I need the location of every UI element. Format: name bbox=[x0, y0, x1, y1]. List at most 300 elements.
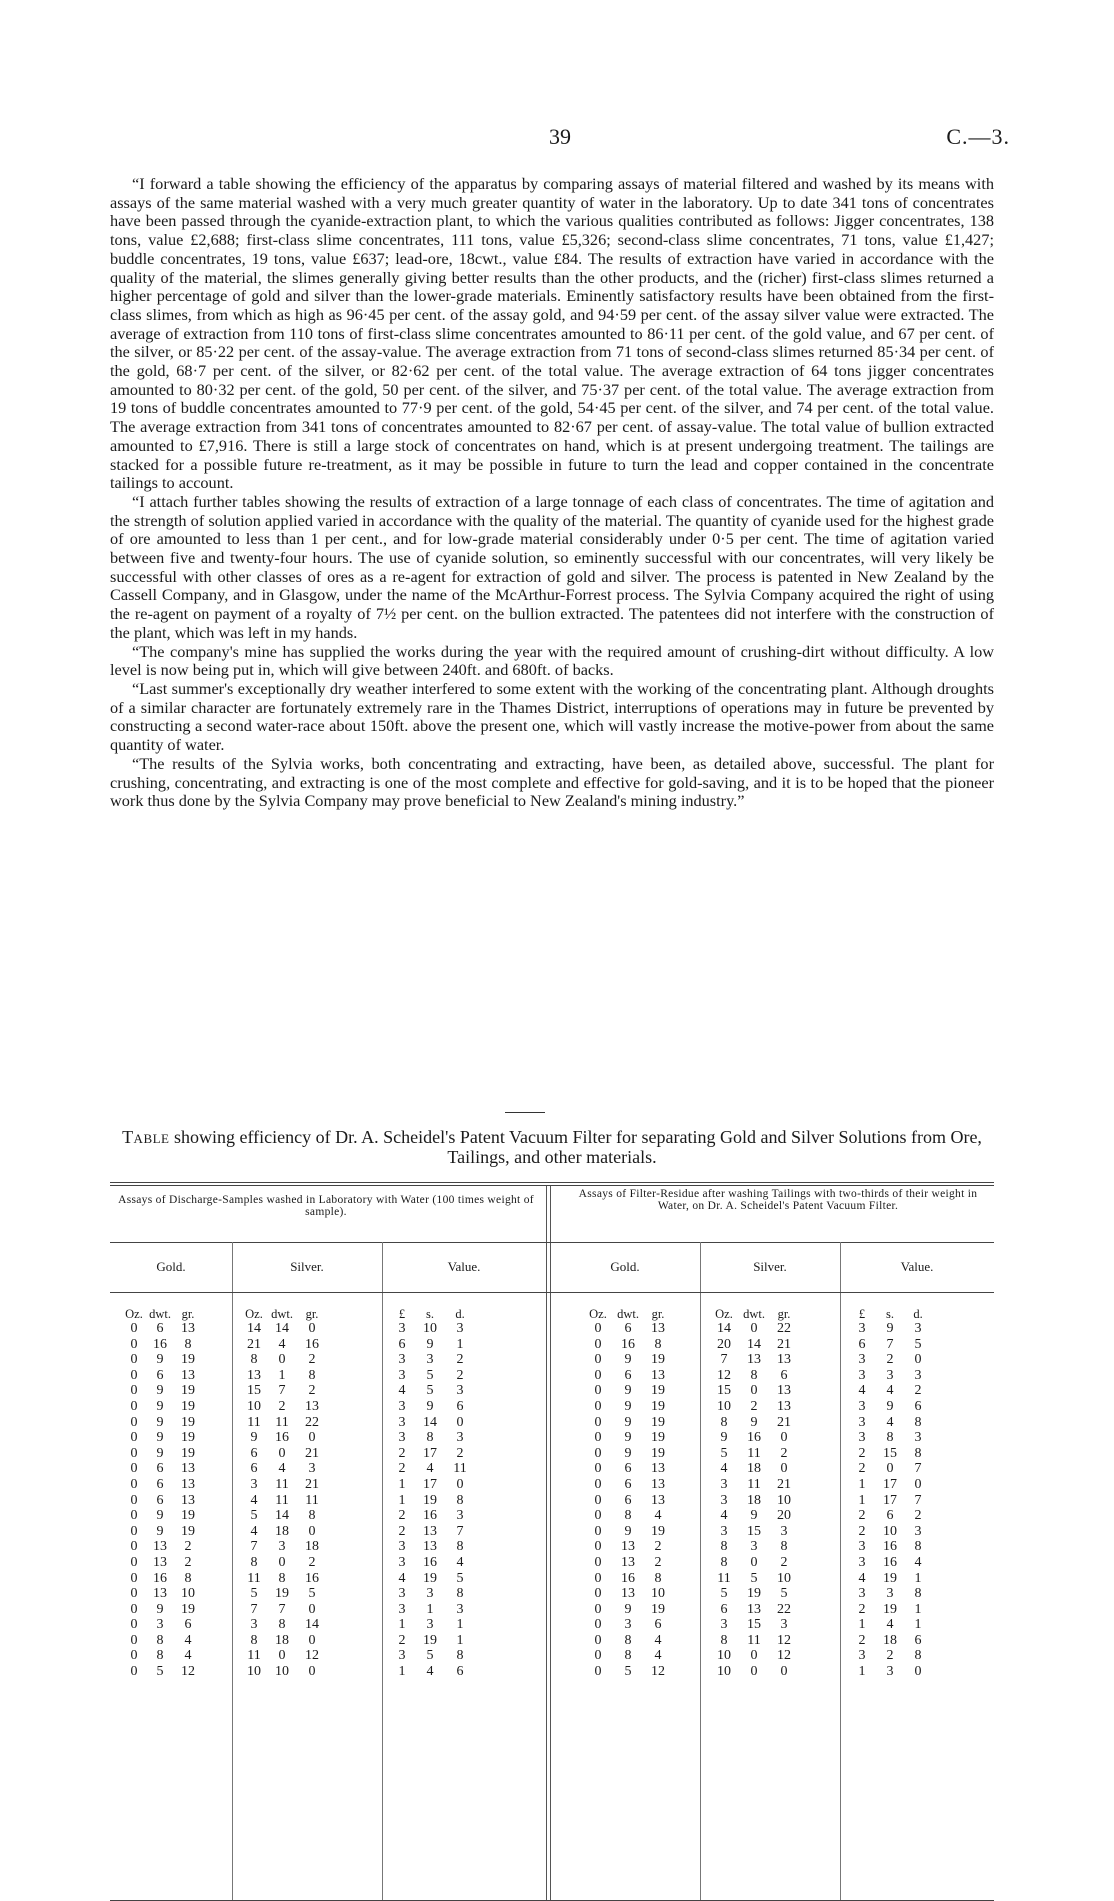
table-cell: 7 bbox=[278, 1383, 286, 1399]
table-cell: 2 bbox=[456, 1445, 464, 1461]
table-cell: 19 bbox=[181, 1601, 195, 1617]
table-cell: 19 bbox=[651, 1601, 665, 1617]
paragraph: “The company's mine has supplied the works during the year with the required amount of crushing-dirt without difficulty. A low level is now being put in, which will give between 240ft. and 680ft. of backs. bbox=[110, 641, 994, 680]
table-cell: 16 bbox=[423, 1554, 437, 1570]
table-cell: 11 bbox=[247, 1570, 261, 1586]
left-value-header: Value. bbox=[447, 1259, 481, 1274]
table-cell: 2 bbox=[780, 1445, 788, 1461]
table-cell: 11 bbox=[247, 1648, 261, 1664]
table-row bbox=[110, 1477, 994, 1493]
table-cell: 2 bbox=[858, 1508, 866, 1524]
table-cell: 3 bbox=[914, 1321, 922, 1336]
table-cell: 6 bbox=[156, 1492, 164, 1508]
unit-label: gr. bbox=[305, 1307, 319, 1321]
table-cell: 16 bbox=[883, 1554, 897, 1570]
table-cell: 3 bbox=[156, 1617, 164, 1633]
table-cell: 7 bbox=[914, 1461, 922, 1477]
table-cell: 14 bbox=[717, 1321, 731, 1336]
table-cell: 19 bbox=[181, 1414, 195, 1430]
table-cell: 13 bbox=[651, 1321, 665, 1336]
table-cell: 6 bbox=[654, 1617, 662, 1633]
table-cell: 0 bbox=[750, 1664, 758, 1680]
table-cell: 8 bbox=[308, 1367, 316, 1383]
table-cell: 8 bbox=[624, 1632, 632, 1648]
table-cell: 3 bbox=[398, 1554, 406, 1570]
table-row bbox=[110, 1524, 994, 1540]
table-cell: 9 bbox=[156, 1508, 164, 1524]
table-cell: 0 bbox=[308, 1632, 316, 1648]
table-cell: 11 bbox=[747, 1445, 761, 1461]
table-cell: 0 bbox=[130, 1352, 138, 1368]
table-cell: 6 bbox=[624, 1367, 632, 1383]
table-cell: 0 bbox=[130, 1632, 138, 1648]
table-cell: 0 bbox=[130, 1430, 138, 1446]
table-cell: 3 bbox=[780, 1617, 788, 1633]
table-row bbox=[110, 1446, 994, 1462]
table-cell: 16 bbox=[305, 1570, 319, 1586]
table-cell: 4 bbox=[720, 1508, 728, 1524]
table-cell: 3 bbox=[858, 1430, 866, 1446]
table-cell: 0 bbox=[914, 1352, 922, 1368]
table-cell: 0 bbox=[308, 1523, 316, 1539]
table-cell: 21 bbox=[777, 1414, 791, 1430]
right-value-header: Value. bbox=[900, 1259, 934, 1274]
right-half-heading: Assays of Filter-Residue after washing Tailings with two-thirds of their weight in Water, on Dr. A. Scheidel's Patent Vacuum Filter. bbox=[578, 1188, 978, 1212]
table-cell: 0 bbox=[594, 1508, 602, 1524]
table-cell: 0 bbox=[130, 1586, 138, 1602]
table-cell: 8 bbox=[720, 1632, 728, 1648]
table-cell: 3 bbox=[858, 1586, 866, 1602]
table-cell: 10 bbox=[651, 1586, 665, 1602]
table-cell: 3 bbox=[720, 1617, 728, 1633]
table-cell: 0 bbox=[594, 1664, 602, 1680]
table-cell: 1 bbox=[858, 1476, 866, 1492]
table-cell: 9 bbox=[156, 1398, 164, 1414]
table-cell: 7 bbox=[250, 1539, 258, 1555]
table-cell: 19 bbox=[651, 1398, 665, 1414]
table-cell: 18 bbox=[747, 1461, 761, 1477]
table-cell: 0 bbox=[278, 1352, 286, 1368]
table-cell: 3 bbox=[398, 1539, 406, 1555]
table-cell: 13 bbox=[153, 1539, 167, 1555]
table-cell: 9 bbox=[624, 1430, 632, 1446]
table-cell: 0 bbox=[130, 1492, 138, 1508]
table-cell: 18 bbox=[275, 1632, 289, 1648]
unit-label: gr. bbox=[181, 1307, 195, 1321]
table-cell: 7 bbox=[456, 1523, 464, 1539]
table-cell: 5 bbox=[250, 1508, 258, 1524]
table-cell: 15 bbox=[747, 1617, 761, 1633]
table-cell: 19 bbox=[181, 1508, 195, 1524]
table-cell: 10 bbox=[717, 1664, 731, 1680]
table-row bbox=[110, 1461, 994, 1477]
table-cell: 1 bbox=[858, 1492, 866, 1508]
table-cell: 8 bbox=[914, 1648, 922, 1664]
table-cell: 19 bbox=[275, 1586, 289, 1602]
table-cell: 8 bbox=[780, 1539, 788, 1555]
table-cell: 3 bbox=[398, 1648, 406, 1664]
table-cell: 13 bbox=[621, 1554, 635, 1570]
unit-label: dwt. bbox=[743, 1307, 765, 1321]
table-cell: 13 bbox=[305, 1398, 319, 1414]
table-cell: 8 bbox=[624, 1508, 632, 1524]
table-cell: 16 bbox=[621, 1336, 635, 1352]
table-cell: 6 bbox=[184, 1617, 192, 1633]
table-cell: 3 bbox=[456, 1508, 464, 1524]
table-cell: 6 bbox=[156, 1476, 164, 1492]
table-cell: 19 bbox=[651, 1430, 665, 1446]
table-row bbox=[110, 1508, 994, 1524]
table-cell: 3 bbox=[886, 1586, 894, 1602]
table-cell: 4 bbox=[398, 1383, 406, 1399]
table-cell: 12 bbox=[777, 1632, 791, 1648]
table-cell: 3 bbox=[426, 1617, 434, 1633]
table-cell: 6 bbox=[624, 1321, 632, 1336]
table-cell: 0 bbox=[130, 1336, 138, 1352]
table-cell: 3 bbox=[858, 1367, 866, 1383]
table-cell: 0 bbox=[130, 1367, 138, 1383]
table-cell: 14 bbox=[275, 1321, 289, 1336]
table-cell: 2 bbox=[184, 1554, 192, 1570]
table-cell: 0 bbox=[130, 1648, 138, 1664]
page-number: 39 bbox=[549, 124, 571, 149]
table-cell: 4 bbox=[426, 1461, 434, 1477]
table-cell: 0 bbox=[278, 1554, 286, 1570]
table-cell: 8 bbox=[456, 1648, 464, 1664]
table-cell: 7 bbox=[886, 1336, 894, 1352]
table-cell: 5 bbox=[720, 1445, 728, 1461]
table-cell: 0 bbox=[780, 1461, 788, 1477]
table-cell: 0 bbox=[914, 1476, 922, 1492]
table-cell: 0 bbox=[130, 1601, 138, 1617]
table-cell: 7 bbox=[914, 1492, 922, 1508]
table-cell: 0 bbox=[594, 1570, 602, 1586]
table-cell: 20 bbox=[777, 1508, 791, 1524]
table-cell: 1 bbox=[858, 1617, 866, 1633]
table-cell: 12 bbox=[777, 1648, 791, 1664]
table-cell: 12 bbox=[181, 1664, 195, 1680]
table-cell: 1 bbox=[398, 1492, 406, 1508]
table-row bbox=[110, 1368, 994, 1384]
unit-label: £ bbox=[858, 1307, 866, 1321]
table-cell: 0 bbox=[278, 1648, 286, 1664]
table-cell: 6 bbox=[914, 1632, 922, 1648]
table-cell: 0 bbox=[308, 1321, 316, 1336]
table-cell: 19 bbox=[181, 1383, 195, 1399]
table-cell: 0 bbox=[308, 1430, 316, 1446]
table-cell: 8 bbox=[914, 1414, 922, 1430]
table-cell: 0 bbox=[130, 1476, 138, 1492]
section-divider bbox=[505, 1112, 545, 1113]
table-cell: 3 bbox=[398, 1352, 406, 1368]
table-cell: 9 bbox=[624, 1352, 632, 1368]
table-cell: 8 bbox=[720, 1414, 728, 1430]
table-cell: 0 bbox=[130, 1383, 138, 1399]
table-cell: 10 bbox=[247, 1664, 261, 1680]
table-cell: 0 bbox=[456, 1476, 464, 1492]
table-cell: 3 bbox=[456, 1383, 464, 1399]
table-cell: 5 bbox=[426, 1648, 434, 1664]
table-cell: 20 bbox=[717, 1336, 731, 1352]
table-row bbox=[110, 1321, 994, 1337]
table-cell: 19 bbox=[181, 1445, 195, 1461]
table-cell: 8 bbox=[250, 1632, 258, 1648]
table-cell: 2 bbox=[278, 1398, 286, 1414]
table-cell: 6 bbox=[398, 1336, 406, 1352]
table-cell: 0 bbox=[886, 1461, 894, 1477]
table-cell: 1 bbox=[398, 1476, 406, 1492]
table-cell: 0 bbox=[594, 1523, 602, 1539]
table-cell: 4 bbox=[250, 1523, 258, 1539]
table-cell: 3 bbox=[914, 1523, 922, 1539]
unit-label: dwt. bbox=[271, 1307, 293, 1321]
table-cell: 19 bbox=[651, 1414, 665, 1430]
table-cell: 8 bbox=[456, 1492, 464, 1508]
left-gold-header: Gold. bbox=[156, 1259, 186, 1274]
table-cell: 0 bbox=[594, 1632, 602, 1648]
unit-label: Oz. bbox=[245, 1307, 263, 1321]
table-cell: 1 bbox=[398, 1617, 406, 1633]
table-cell: 5 bbox=[720, 1586, 728, 1602]
table-cell: 8 bbox=[184, 1336, 192, 1352]
table-cell: 4 bbox=[184, 1648, 192, 1664]
table-cell: 0 bbox=[594, 1539, 602, 1555]
table-cell: 11 bbox=[747, 1632, 761, 1648]
table-cell: 18 bbox=[305, 1539, 319, 1555]
table-cell: 1 bbox=[914, 1617, 922, 1633]
table-cell: 12 bbox=[717, 1367, 731, 1383]
table-cell: 9 bbox=[156, 1601, 164, 1617]
table-cell: 19 bbox=[181, 1430, 195, 1446]
paragraph: “I attach further tables showing the results of extraction of a large tonnage of each class of concentrates. The time of agitation and the strength of solution applied varied in accordance with the quality of the material. The quantity of cyanide used for the highest grade of ore amounted to less than 1 per cent., and for low-grade material considerably under 0·5 per cent. The time of agitation varied between five and twenty-four hours. The use of cyanide solution, so eminently successful with our concentrates, will very likely be successful with other classes of ores as a re-agent for extraction of gold and silver. The process is patented in New Zealand by the Cassell Company, and in Glasgow, under the name of the McArthur-Forrest process. The Sylvia Company acquired the right of using the re-agent on payment of a royalty of 7½ per cent. on the bullion extracted. The patentees did not interfere with the construction of the plant, which was left in my hands. bbox=[110, 491, 994, 642]
table-cell: 6 bbox=[914, 1398, 922, 1414]
table-cell: 13 bbox=[423, 1523, 437, 1539]
table-cell: 13 bbox=[181, 1492, 195, 1508]
table-cell: 16 bbox=[621, 1570, 635, 1586]
table-cell: 4 bbox=[654, 1648, 662, 1664]
table-cell: 13 bbox=[153, 1554, 167, 1570]
table-cell: 2 bbox=[654, 1539, 662, 1555]
table-cell: 6 bbox=[456, 1398, 464, 1414]
table-cell: 15 bbox=[747, 1523, 761, 1539]
table-cell: 9 bbox=[720, 1430, 728, 1446]
table-cell: 9 bbox=[624, 1414, 632, 1430]
page-header bbox=[110, 124, 1010, 154]
table-cell: 0 bbox=[594, 1617, 602, 1633]
table-cell: 0 bbox=[750, 1383, 758, 1399]
table-row bbox=[110, 1633, 994, 1649]
document-reference: C.—3. bbox=[946, 124, 1010, 149]
table-cell: 14 bbox=[747, 1336, 761, 1352]
paragraph: “Last summer's exceptionally dry weather interfered to some extent with the working of the concentrating plant. Although droughts of a similar character are fortunately extremely rare in the Thames District, interruptions of operations may in future be prevented by constructing a second water-race about 150ft. above the present one, which will vastly increase the motive-power from about the same quantity of water. bbox=[110, 678, 994, 755]
table-cell: 19 bbox=[181, 1398, 195, 1414]
table-cell: 17 bbox=[883, 1476, 897, 1492]
units-row bbox=[110, 1307, 994, 1321]
table-cell: 3 bbox=[750, 1539, 758, 1555]
table-cell: 6 bbox=[858, 1336, 866, 1352]
table-cell: 2 bbox=[886, 1648, 894, 1664]
table-cell: 17 bbox=[423, 1476, 437, 1492]
table-cell: 8 bbox=[720, 1539, 728, 1555]
table-cell: 4 bbox=[886, 1383, 894, 1399]
table-cell: 8 bbox=[250, 1554, 258, 1570]
table-cell: 7 bbox=[720, 1352, 728, 1368]
table-cell: 3 bbox=[858, 1539, 866, 1555]
table-cell: 2 bbox=[308, 1554, 316, 1570]
table-cell: 5 bbox=[308, 1586, 316, 1602]
table-cell: 0 bbox=[914, 1664, 922, 1680]
table-cell: 10 bbox=[717, 1648, 731, 1664]
table-cell: 6 bbox=[886, 1508, 894, 1524]
table-cell: 10 bbox=[423, 1321, 437, 1336]
table-cell: 8 bbox=[278, 1570, 286, 1586]
table-cell: 13 bbox=[423, 1539, 437, 1555]
table-row bbox=[110, 1493, 994, 1509]
table-cell: 8 bbox=[750, 1367, 758, 1383]
table-cell: 5 bbox=[914, 1336, 922, 1352]
table-cell: 0 bbox=[130, 1570, 138, 1586]
table-cell: 17 bbox=[883, 1492, 897, 1508]
table-cell: 10 bbox=[883, 1523, 897, 1539]
table-cell: 4 bbox=[426, 1664, 434, 1680]
table-cell: 14 bbox=[275, 1508, 289, 1524]
unit-label: Oz. bbox=[125, 1307, 143, 1321]
table-cell: 9 bbox=[750, 1414, 758, 1430]
table-cell: 16 bbox=[275, 1430, 289, 1446]
table-cell: 16 bbox=[747, 1430, 761, 1446]
table-cell: 10 bbox=[247, 1398, 261, 1414]
table-cell: 13 bbox=[621, 1586, 635, 1602]
table-cell: 5 bbox=[780, 1586, 788, 1602]
table-cell: 6 bbox=[156, 1367, 164, 1383]
table-cell: 4 bbox=[914, 1554, 922, 1570]
table-cell: 2 bbox=[858, 1601, 866, 1617]
table-cell: 9 bbox=[886, 1398, 894, 1414]
table-cell: 19 bbox=[883, 1601, 897, 1617]
table-cell: 0 bbox=[308, 1664, 316, 1680]
table-cell: 0 bbox=[594, 1461, 602, 1477]
table-cell: 3 bbox=[278, 1539, 286, 1555]
table-cell: 11 bbox=[747, 1476, 761, 1492]
table-cell: 1 bbox=[398, 1664, 406, 1680]
unit-label: £ bbox=[398, 1307, 406, 1321]
table-cell: 4 bbox=[456, 1554, 464, 1570]
table-cell: 9 bbox=[886, 1321, 894, 1336]
table-cell: 2 bbox=[398, 1523, 406, 1539]
unit-label: s. bbox=[426, 1307, 434, 1321]
table-title-text: showing efficiency of Dr. A. Scheidel's Patent Vacuum Filter for separating Gold and Silver Solutions from Ore, Tailings, and other materials. bbox=[174, 1127, 982, 1167]
table-cell: 2 bbox=[398, 1445, 406, 1461]
left-silver-header: Silver. bbox=[290, 1259, 324, 1274]
table-cell: 3 bbox=[858, 1414, 866, 1430]
table-cell: 3 bbox=[858, 1648, 866, 1664]
table-cell: 8 bbox=[914, 1539, 922, 1555]
table-cell: 15 bbox=[717, 1383, 731, 1399]
table-cell: 2 bbox=[858, 1523, 866, 1539]
table-cell: 22 bbox=[305, 1414, 319, 1430]
table-cell: 5 bbox=[156, 1664, 164, 1680]
table-cell: 13 bbox=[651, 1492, 665, 1508]
table-cell: 2 bbox=[398, 1461, 406, 1477]
table-cell: 2 bbox=[780, 1554, 788, 1570]
table-cell: 0 bbox=[130, 1445, 138, 1461]
table-cell: 0 bbox=[130, 1523, 138, 1539]
table-cell: 3 bbox=[780, 1523, 788, 1539]
table-cell: 8 bbox=[654, 1570, 662, 1586]
table-cell: 0 bbox=[780, 1430, 788, 1446]
table-cell: 13 bbox=[181, 1367, 195, 1383]
table-cell: 9 bbox=[624, 1398, 632, 1414]
table-cell: 11 bbox=[275, 1476, 289, 1492]
table-cell: 3 bbox=[308, 1461, 316, 1477]
table-cell: 2 bbox=[914, 1383, 922, 1399]
right-silver-header: Silver. bbox=[753, 1259, 787, 1274]
table-cell: 3 bbox=[456, 1321, 464, 1336]
table-cell: 3 bbox=[398, 1601, 406, 1617]
report-body bbox=[110, 175, 994, 811]
table-cell: 0 bbox=[594, 1367, 602, 1383]
table-cell: 6 bbox=[250, 1445, 258, 1461]
table-cell: 9 bbox=[426, 1336, 434, 1352]
table-cell: 8 bbox=[156, 1632, 164, 1648]
table-cell: 12 bbox=[305, 1648, 319, 1664]
table-cell: 3 bbox=[398, 1414, 406, 1430]
table-cell: 0 bbox=[594, 1554, 602, 1570]
table-top-rule bbox=[110, 1185, 994, 1186]
table-cell: 19 bbox=[883, 1570, 897, 1586]
table-cell: 8 bbox=[624, 1648, 632, 1664]
table-rows bbox=[110, 1321, 994, 1680]
table-cell: 21 bbox=[777, 1476, 791, 1492]
table-title bbox=[110, 1127, 994, 1167]
table-cell: 5 bbox=[456, 1570, 464, 1586]
table-cell: 11 bbox=[275, 1414, 289, 1430]
table-cell: 0 bbox=[130, 1554, 138, 1570]
table-cell: 18 bbox=[275, 1523, 289, 1539]
table-cell: 9 bbox=[750, 1508, 758, 1524]
table-cell: 6 bbox=[456, 1664, 464, 1680]
table-cell: 2 bbox=[184, 1539, 192, 1555]
table-cell: 0 bbox=[130, 1398, 138, 1414]
table-cell: 11 bbox=[305, 1492, 319, 1508]
table-cell: 1 bbox=[914, 1601, 922, 1617]
table-cell: 4 bbox=[278, 1461, 286, 1477]
unit-label: dwt. bbox=[617, 1307, 639, 1321]
table-cell: 19 bbox=[651, 1445, 665, 1461]
table-cell: 0 bbox=[130, 1664, 138, 1680]
table-cell: 2 bbox=[858, 1632, 866, 1648]
table-cell: 0 bbox=[594, 1445, 602, 1461]
table-cell: 0 bbox=[594, 1398, 602, 1414]
table-cell: 2 bbox=[456, 1352, 464, 1368]
table-cell: 14 bbox=[305, 1617, 319, 1633]
table-cell: 4 bbox=[858, 1570, 866, 1586]
table-cell: 6 bbox=[624, 1461, 632, 1477]
table-cell: 7 bbox=[278, 1601, 286, 1617]
table-cell: 13 bbox=[181, 1321, 195, 1336]
table-cell: 0 bbox=[130, 1414, 138, 1430]
table-cell: 13 bbox=[181, 1476, 195, 1492]
table-row bbox=[110, 1430, 994, 1446]
table-cell: 13 bbox=[777, 1398, 791, 1414]
table-cell: 0 bbox=[594, 1648, 602, 1664]
unit-label: gr. bbox=[777, 1307, 791, 1321]
table-cell: 8 bbox=[886, 1430, 894, 1446]
table-cell: 8 bbox=[914, 1586, 922, 1602]
table-cell: 3 bbox=[426, 1352, 434, 1368]
table-cell: 2 bbox=[858, 1445, 866, 1461]
table-cell: 10 bbox=[777, 1492, 791, 1508]
